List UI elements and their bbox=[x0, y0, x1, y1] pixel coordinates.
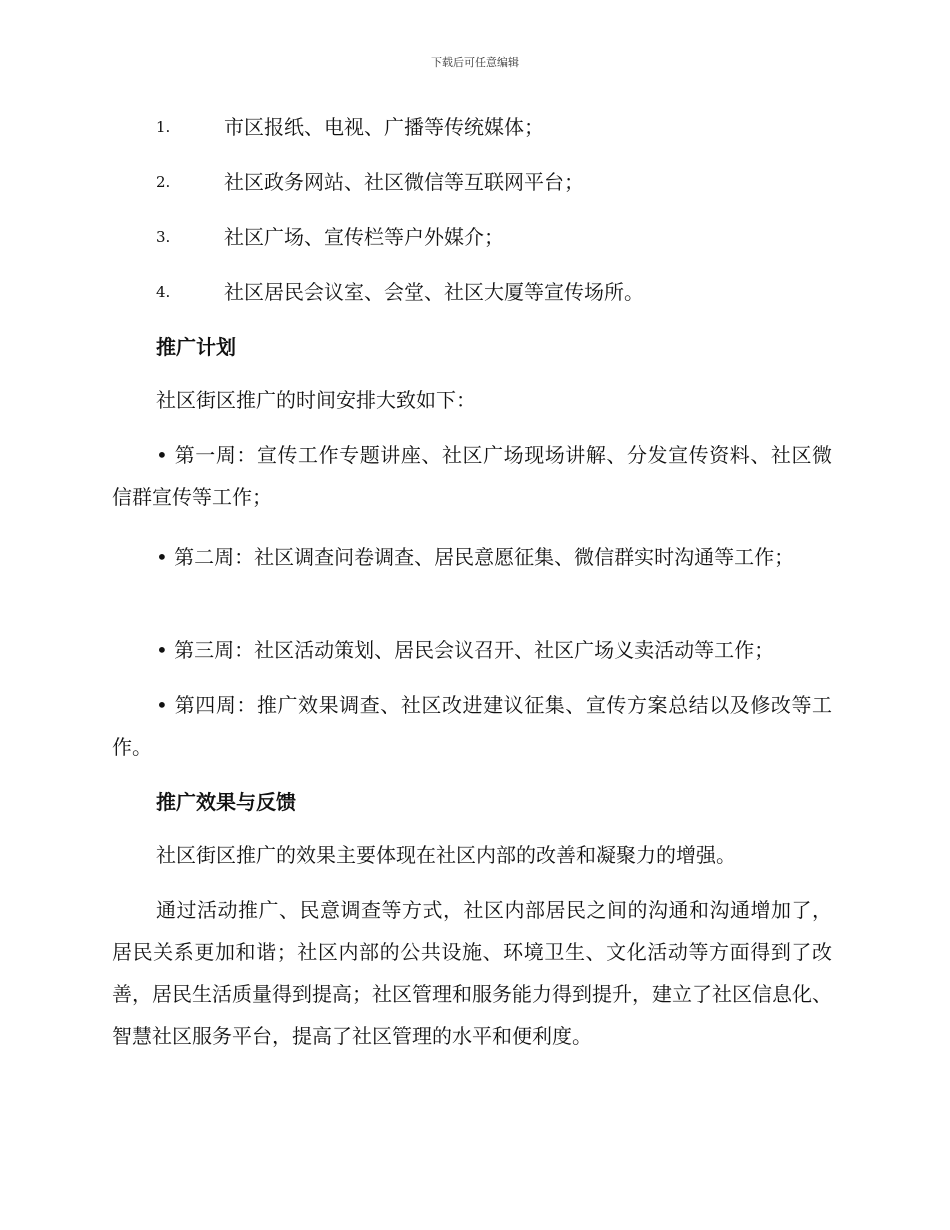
section-heading-plan: 推广计划 bbox=[156, 335, 236, 359]
effect-detail: 通过活动推广、民意调查等方式，社区内部居民之间的沟通和沟通增加了，居民关系更加和谐；社区内部的公共设施、环境卫生、文化活动等方面得到了改善，居民生活质量得到提高；社区管理和服务能力得到提升，建立了社区信息化、智慧社区服务平台，提高了社区管理的水平和便利度。 bbox=[112, 898, 832, 1048]
plan-week-3: • 第三周：社区活动策划、居民会议召开、社区广场义卖活动等工作； bbox=[156, 638, 775, 662]
list-text: 市区报纸、电视、广播等传统媒体； bbox=[224, 115, 544, 139]
list-text: 社区居民会议室、会堂、社区大厦等宣传场所。 bbox=[224, 280, 644, 304]
plan-week-4: • 第四周：推广效果调查、社区改进建议征集、宣传方案总结以及修改等工作。 bbox=[112, 693, 832, 759]
list-number: 2. bbox=[156, 173, 171, 191]
plan-intro: 社区街区推广的时间安排大致如下： bbox=[156, 388, 476, 412]
list-number: 3. bbox=[156, 228, 171, 246]
page-header: 下载后可任意编辑 bbox=[431, 56, 519, 69]
plan-week-1: • 第一周：宣传工作专题讲座、社区广场现场讲解、分发宣传资料、社区微信群宣传等工作； bbox=[112, 443, 832, 509]
plan-week-2: • 第二周：社区调查问卷调查、居民意愿征集、微信群实时沟通等工作； bbox=[156, 545, 795, 569]
list-text: 社区政务网站、社区微信等互联网平台； bbox=[224, 170, 584, 194]
effect-summary: 社区街区推广的效果主要体现在社区内部的改善和凝聚力的增强。 bbox=[156, 843, 736, 867]
list-text: 社区广场、宣传栏等户外媒介； bbox=[224, 225, 504, 249]
section-heading-effect: 推广效果与反馈 bbox=[156, 790, 296, 814]
list-number: 1. bbox=[156, 118, 171, 136]
list-number: 4. bbox=[156, 283, 171, 301]
